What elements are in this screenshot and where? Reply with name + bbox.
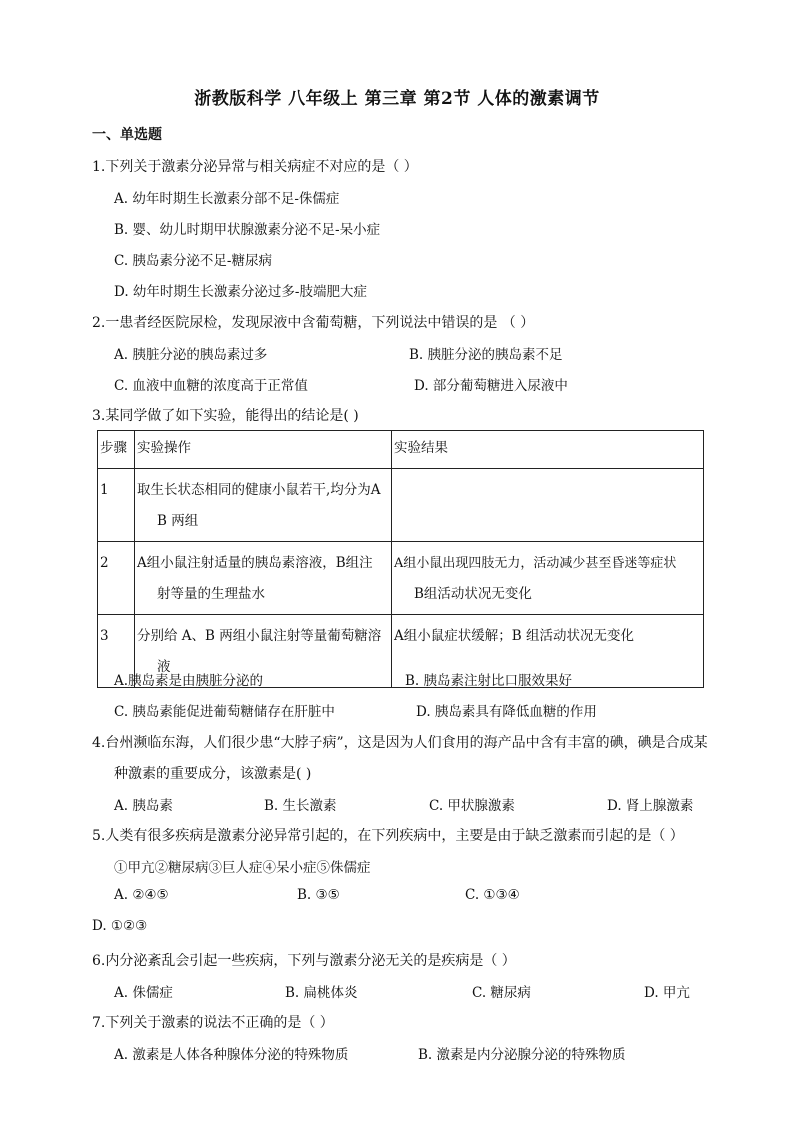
question-2-stem: 2.一患者经医院尿检，发现尿液中含葡萄糖，下列说法中错误的是 （ ） xyxy=(92,315,535,331)
table-cell: 分别给 A、B 两组小鼠注射等量葡萄糖溶 液 xyxy=(135,615,392,688)
table-row xyxy=(98,542,704,615)
experiment-table xyxy=(97,430,704,688)
table-row xyxy=(98,469,704,542)
question-3-option-a[interactable]: A.胰岛素是由胰脏分泌的 xyxy=(114,673,264,689)
question-4-option-d[interactable]: D. 肾上腺激素 xyxy=(607,798,694,814)
question-4-option-a[interactable]: A. 胰岛素 xyxy=(114,798,173,814)
question-5-option-a[interactable]: A. ②④⑤ xyxy=(114,887,169,903)
question-3-option-c[interactable]: C. 胰岛素能促进葡萄糖储存在肝脏中 xyxy=(114,704,335,720)
question-1-option-a[interactable]: A. 幼年时期生长激素分部不足-侏儒症 xyxy=(114,191,340,207)
question-7-option-b[interactable]: B. 激素是内分泌腺分泌的特殊物质 xyxy=(418,1047,626,1063)
table-cell: 取生长状态相同的健康小鼠若干,均分为A B 两组 xyxy=(135,469,392,542)
question-6-stem: 6.内分泌紊乱会引起一些疾病，下列与激素分泌无关的是疾病是（ ） xyxy=(92,953,516,969)
question-3-stem: 3.某同学做了如下实验，能得出的结论是( ) xyxy=(92,408,359,424)
question-4-stem-line1: 4.台州濒临东海，人们很少患“大脖子病”，这是因为人们食用的海产品中含有丰富的碘，碘是合成某 xyxy=(92,735,708,751)
question-3-option-d[interactable]: D. 胰岛素具有降低血糖的作用 xyxy=(416,704,597,720)
question-1-option-d[interactable]: D. 幼年时期生长激素分泌过多-肢端肥大症 xyxy=(114,284,367,300)
question-2-option-d[interactable]: D. 部分葡萄糖进入尿液中 xyxy=(414,378,568,394)
question-5-option-c[interactable]: C. ①③④ xyxy=(465,887,520,903)
question-2-option-b[interactable]: B. 胰脏分泌的胰岛素不足 xyxy=(409,347,563,363)
question-6-option-a[interactable]: A. 侏儒症 xyxy=(114,985,173,1001)
question-7-stem: 7.下列关于激素的说法不正确的是（ ） xyxy=(92,1015,334,1031)
question-5-stem: 5.人类有很多疾病是激素分泌异常引起的，在下列疾病中，主要是由于缺乏激素而引起的是（ ） xyxy=(92,828,684,844)
question-6-option-b[interactable]: B. 扁桃体炎 xyxy=(285,985,358,1001)
question-4-option-b[interactable]: B. 生长激素 xyxy=(264,798,337,814)
table-header-cell: 实验操作 xyxy=(135,431,392,469)
table-cell: 2 xyxy=(98,542,135,615)
question-1-option-c[interactable]: C. 胰岛素分泌不足-糖尿病 xyxy=(114,253,272,269)
section-heading: 一、单选题 xyxy=(92,127,162,143)
table-cell: 3 xyxy=(98,615,135,688)
table-cell xyxy=(392,469,704,542)
question-5-option-d[interactable]: D. ①②③ xyxy=(92,918,148,934)
question-6-option-c[interactable]: C. 糖尿病 xyxy=(472,985,531,1001)
question-4-option-c[interactable]: C. 甲状腺激素 xyxy=(429,798,515,814)
table-header-cell: 实验结果 xyxy=(392,431,704,469)
question-7-option-a[interactable]: A. 激素是人体各种腺体分泌的特殊物质 xyxy=(114,1047,349,1063)
table-cell: 1 xyxy=(98,469,135,542)
table-cell: A组小鼠出现四肢无力，活动减少甚至昏迷等症状 B组活动状况无变化 xyxy=(392,542,704,615)
table-cell: A组小鼠症状缓解；B 组活动状况无变化 xyxy=(392,615,704,688)
question-3-option-b[interactable]: B. 胰岛素注射比口服效果好 xyxy=(405,673,573,689)
question-5-items: ①甲亢②糖尿病③巨人症④呆小症⑤侏儒症 xyxy=(114,860,371,876)
question-4-stem-line2: 种激素的重要成分，该激素是( ) xyxy=(114,766,312,782)
page-title: 浙教版科学 八年级上 第三章 第2节 人体的激素调节 xyxy=(194,89,600,109)
table-header-cell: 步骤 xyxy=(98,431,135,469)
question-2-option-a[interactable]: A. 胰脏分泌的胰岛素过多 xyxy=(114,347,268,363)
table-cell: A组小鼠注射适量的胰岛素溶液，B组注 射等量的生理盐水 xyxy=(135,542,392,615)
table-header-row xyxy=(98,431,704,469)
question-6-option-d[interactable]: D. 甲亢 xyxy=(644,985,690,1001)
question-5-option-b[interactable]: B. ③⑤ xyxy=(297,887,340,903)
question-1-option-b[interactable]: B. 婴、幼儿时期甲状腺激素分泌不足-呆小症 xyxy=(114,222,381,238)
question-2-option-c[interactable]: C. 血液中血糖的浓度高于正常值 xyxy=(114,378,308,394)
question-1-stem: 1.下列关于激素分泌异常与相关病症不对应的是（ ） xyxy=(92,159,418,175)
